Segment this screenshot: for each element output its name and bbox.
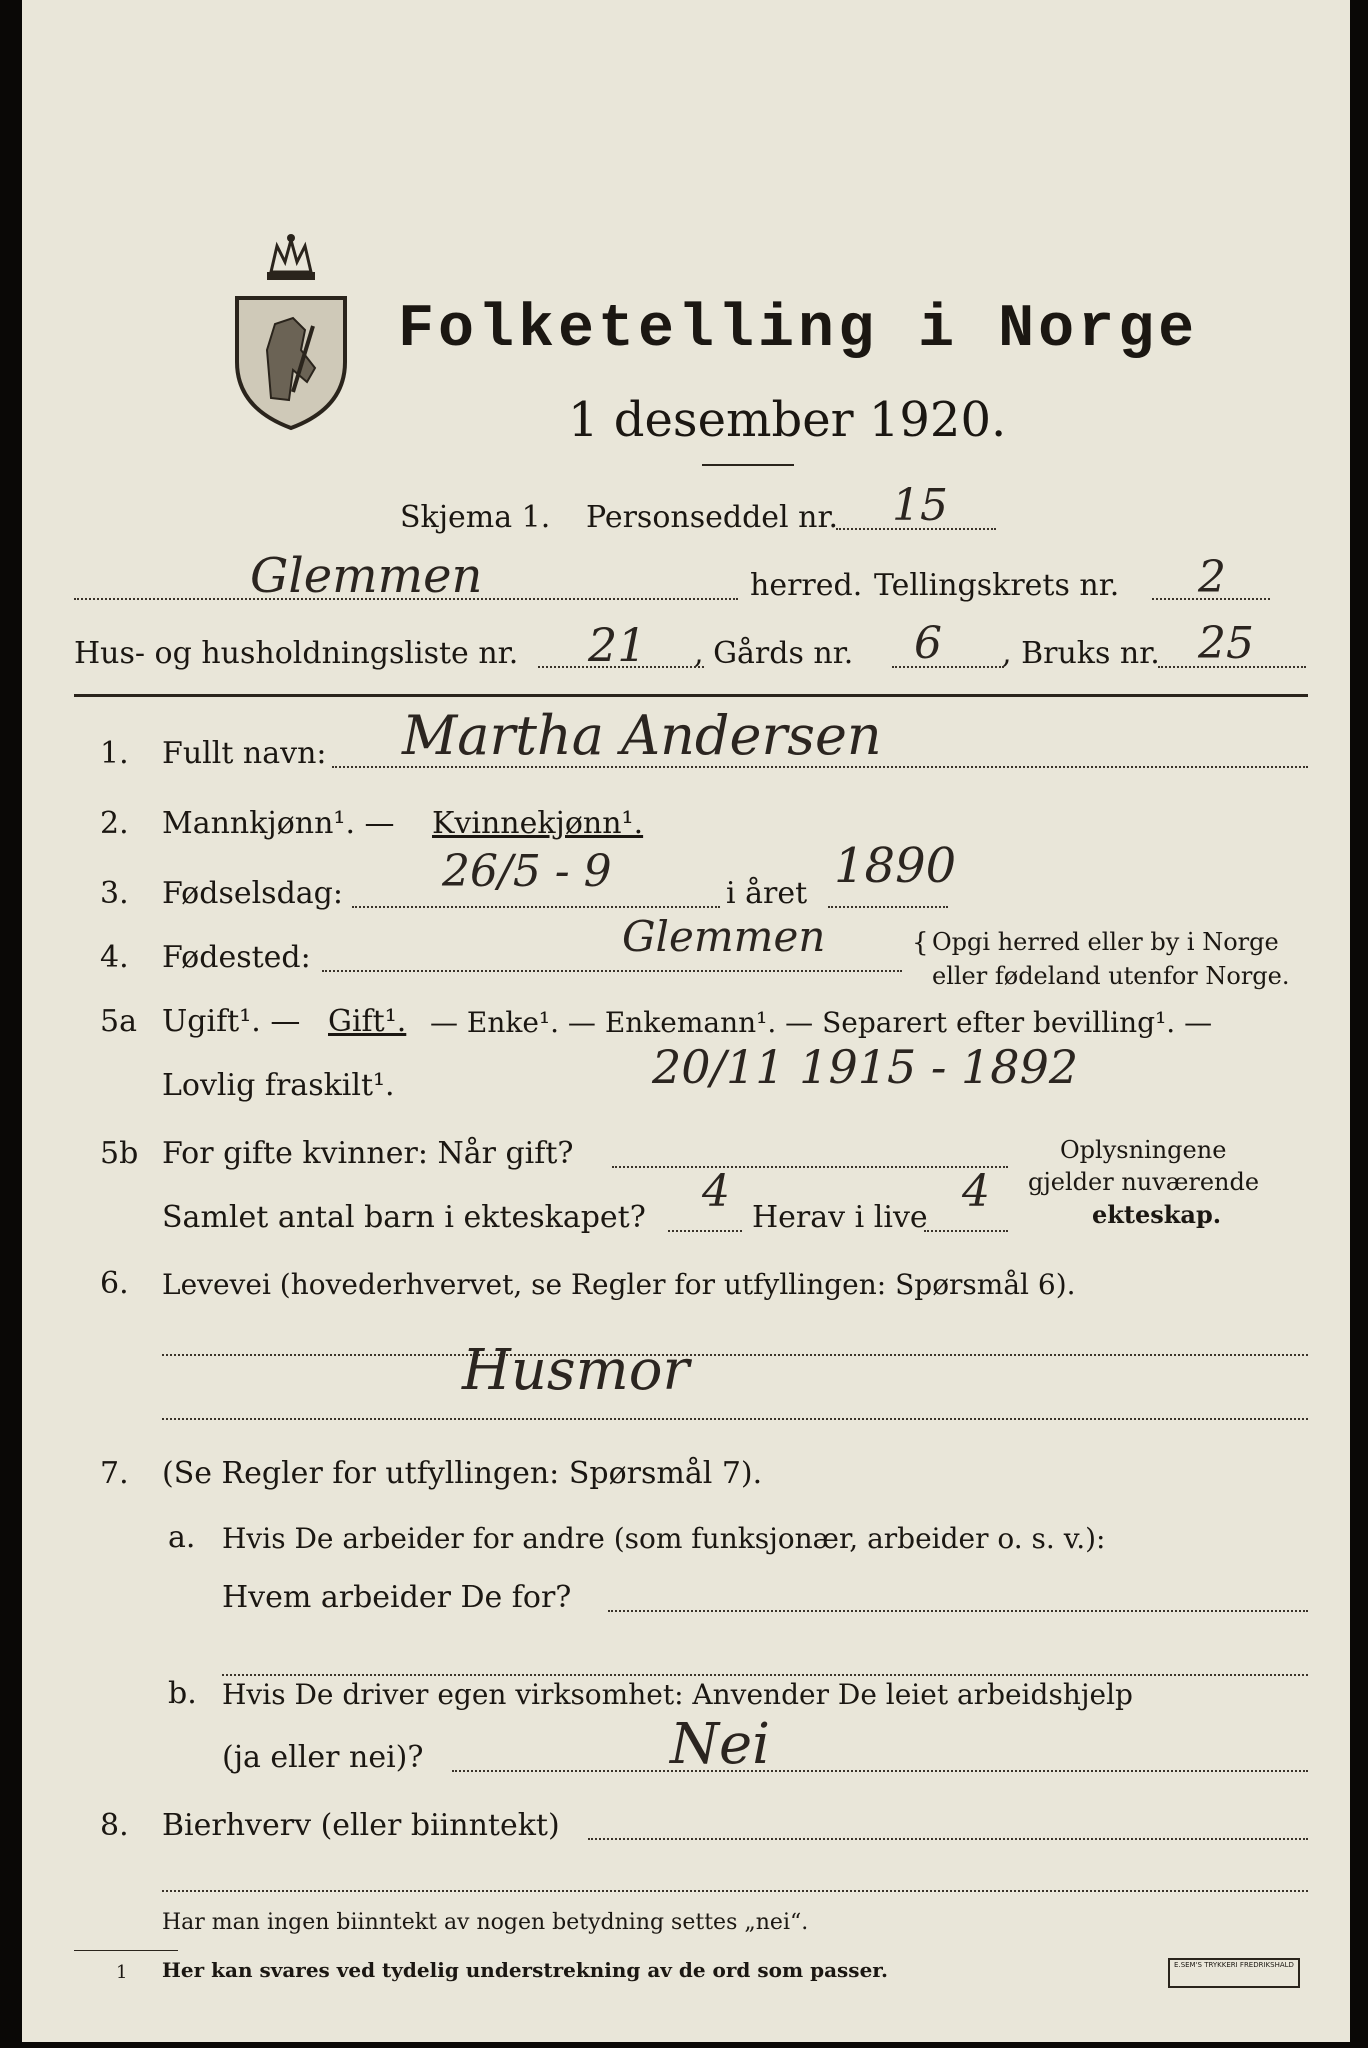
q7b-line bbox=[452, 1770, 1308, 1772]
q7a-question: Hvem arbeider De for? bbox=[222, 1580, 572, 1615]
gards-line bbox=[892, 666, 1004, 668]
q3-day-value: 26/5 - 9 bbox=[442, 846, 612, 897]
footnote-rule bbox=[74, 1950, 178, 1951]
q1-label: Fullt navn: bbox=[162, 736, 327, 771]
printer-stamp: E.SEM'S TRYKKERI FREDRIKSHALD bbox=[1168, 1958, 1300, 1988]
q5b-note-2: gjelder nuværende bbox=[1028, 1168, 1260, 1196]
q4-note-2: eller fødeland utenfor Norge. bbox=[932, 962, 1290, 990]
q3-year-line bbox=[828, 906, 948, 908]
census-form bbox=[22, 0, 1350, 2042]
coat-of-arms-icon bbox=[227, 232, 355, 432]
q7b-value: Nei bbox=[670, 1712, 771, 1777]
q4-value: Glemmen bbox=[622, 912, 826, 961]
personseddel-label: Personseddel nr. bbox=[586, 500, 839, 535]
herred-line bbox=[74, 598, 738, 600]
q3-year-label: i året bbox=[726, 876, 808, 911]
q5b-line bbox=[612, 1166, 1008, 1168]
hus-value: 21 bbox=[588, 618, 647, 672]
q5b-barn-value: 4 bbox=[702, 1166, 730, 1217]
q7-number: 7. bbox=[100, 1456, 129, 1491]
schema-label: Skjema 1. bbox=[400, 500, 551, 535]
q7b-text: Hvis De driver egen virksomhet: Anvender De leiet arbeidshjelp bbox=[222, 1678, 1133, 1711]
q6-line-2 bbox=[162, 1418, 1308, 1420]
q5b-barn-label: Samlet antal barn i ekteskapet? bbox=[162, 1200, 646, 1235]
bruks-value: 25 bbox=[1198, 618, 1254, 669]
herred-label: herred. bbox=[750, 568, 863, 603]
q5b-note-1: Oplysningene bbox=[1060, 1136, 1227, 1164]
tellingskrets-label: Tellingskrets nr. bbox=[874, 568, 1120, 603]
q6-label: Levevei (hovederhvervet, se Regler for utfyllingen: Spørsmål 6). bbox=[162, 1268, 1076, 1301]
hus-label: Hus- og husholdningsliste nr. bbox=[74, 636, 519, 671]
q7a-text: Hvis De arbeider for andre (som funksjonær, arbeider o. s. v.): bbox=[222, 1522, 1106, 1555]
q5a-rest: — Enke¹. — Enkemann¹. — Separert efter bevilling¹. — bbox=[430, 1006, 1213, 1039]
footnote-mark: 1 bbox=[116, 1962, 128, 1983]
q8-line-1 bbox=[588, 1838, 1308, 1840]
personseddel-value: 15 bbox=[892, 480, 948, 531]
q8-line-2 bbox=[162, 1890, 1308, 1892]
q4-label: Fødested: bbox=[162, 940, 311, 975]
q4-note-1: Opgi herred eller by i Norge bbox=[932, 928, 1279, 956]
q3-number: 3. bbox=[100, 876, 129, 911]
tellingskrets-value: 2 bbox=[1198, 552, 1226, 603]
footnote-text: Her kan svares ved tydelig understrekning av de ord som passer. bbox=[162, 1958, 888, 1982]
q3-label: Fødselsdag: bbox=[162, 876, 343, 911]
q7b-question: (ja eller nei)? bbox=[222, 1740, 424, 1775]
q6-line-1 bbox=[162, 1354, 1308, 1356]
census-date: 1 desember 1920. bbox=[568, 392, 1007, 448]
q5b-barn-line bbox=[668, 1230, 742, 1232]
q5a-ugift: Ugift¹. — bbox=[162, 1004, 301, 1039]
q2-kvinne: Kvinnekjønn¹. bbox=[432, 806, 644, 841]
q5b-live-label: Herav i live bbox=[752, 1200, 928, 1235]
q4-line bbox=[322, 970, 902, 972]
header-rule bbox=[74, 694, 1308, 697]
q5a-fraskilt: Lovlig fraskilt¹. bbox=[162, 1068, 395, 1103]
q7a-line-2 bbox=[222, 1674, 1308, 1676]
footer-note: Har man ingen biinntekt av nogen betydning settes „nei“. bbox=[162, 1910, 809, 1935]
q1-name-value: Martha Andersen bbox=[402, 704, 882, 767]
q5b-live-value: 4 bbox=[962, 1166, 990, 1217]
form-title: Folketelling i Norge bbox=[398, 296, 1199, 364]
q6-number: 6. bbox=[100, 1266, 129, 1301]
q3-year-value: 1890 bbox=[834, 838, 957, 894]
title-divider bbox=[702, 464, 794, 466]
q3-day-line bbox=[352, 906, 720, 908]
q7a-line-1 bbox=[608, 1610, 1308, 1612]
q2-mann: Mannkjønn¹. — bbox=[162, 806, 395, 841]
q7a-letter: a. bbox=[168, 1520, 196, 1555]
q4-brace: { bbox=[912, 928, 929, 958]
q5b-note-3: ekteskap. bbox=[1092, 1200, 1222, 1229]
q5b-label: For gifte kvinner: Når gift? bbox=[162, 1136, 574, 1171]
herred-value: Glemmen bbox=[250, 548, 483, 604]
q8-number: 8. bbox=[100, 1808, 129, 1843]
gards-label: , Gårds nr. bbox=[694, 636, 854, 671]
q6-value: Husmor bbox=[462, 1338, 690, 1403]
q5b-number: 5b bbox=[100, 1136, 139, 1171]
gards-value: 6 bbox=[914, 618, 942, 669]
bruks-label: , Bruks nr. bbox=[1002, 636, 1160, 671]
q5a-gift: Gift¹. bbox=[328, 1004, 407, 1039]
q8-label: Bierhverv (eller biinntekt) bbox=[162, 1808, 560, 1843]
q4-number: 4. bbox=[100, 940, 129, 975]
q7-label: (Se Regler for utfyllingen: Spørsmål 7). bbox=[162, 1456, 763, 1491]
q7b-letter: b. bbox=[168, 1676, 197, 1711]
q5a-handwritten-note: 20/11 1915 - 1892 bbox=[652, 1040, 1079, 1094]
q5b-live-line bbox=[924, 1230, 1008, 1232]
q2-number: 2. bbox=[100, 806, 129, 841]
q1-number: 1. bbox=[100, 736, 129, 771]
q5a-number: 5a bbox=[100, 1004, 137, 1039]
